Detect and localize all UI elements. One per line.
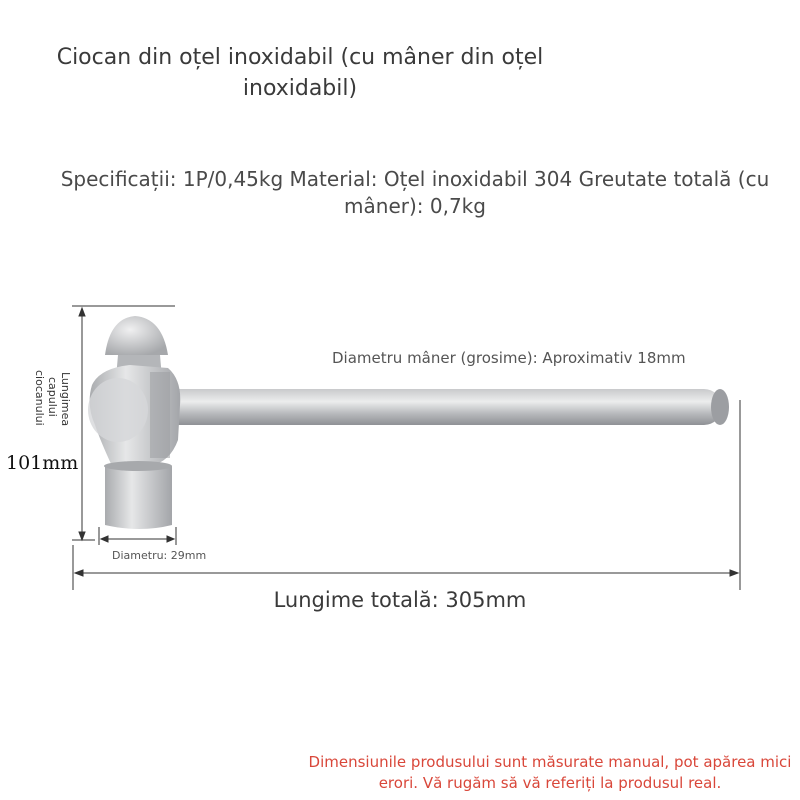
measurement-disclaimer: Dimensiunile produsului sunt măsurate manual, pot apărea mici erori. Vă rugăm să vă referiți la produsul real. <box>308 753 792 792</box>
hammer-handle <box>150 389 729 425</box>
total-length-label: Lungime totală: 305mm <box>273 588 527 612</box>
head-length-label-line: capului <box>46 377 59 417</box>
head-length-label-line: Lungimea <box>59 372 72 427</box>
head-diameter-dimension <box>99 527 176 545</box>
product-title: Ciocan din oțel inoxidabil (cu mâner din oțel inoxidabil) <box>56 45 544 101</box>
head-diameter-label: Diametru: 29mm <box>112 549 207 562</box>
head-length-value: 101mm <box>6 452 79 474</box>
head-length-label <box>12 372 72 442</box>
product-specifications: Specificații: 1P/0,45kg Material: Oțel inoxidabil 304 Greutate totală (cu mâner): 0,7kg <box>60 167 770 218</box>
head-length-label-line: ciocanului <box>33 370 46 426</box>
hammer-head <box>88 316 180 529</box>
handle-diameter-label: Diametru mâner (grosime): Aproximativ 18mm <box>332 349 686 367</box>
